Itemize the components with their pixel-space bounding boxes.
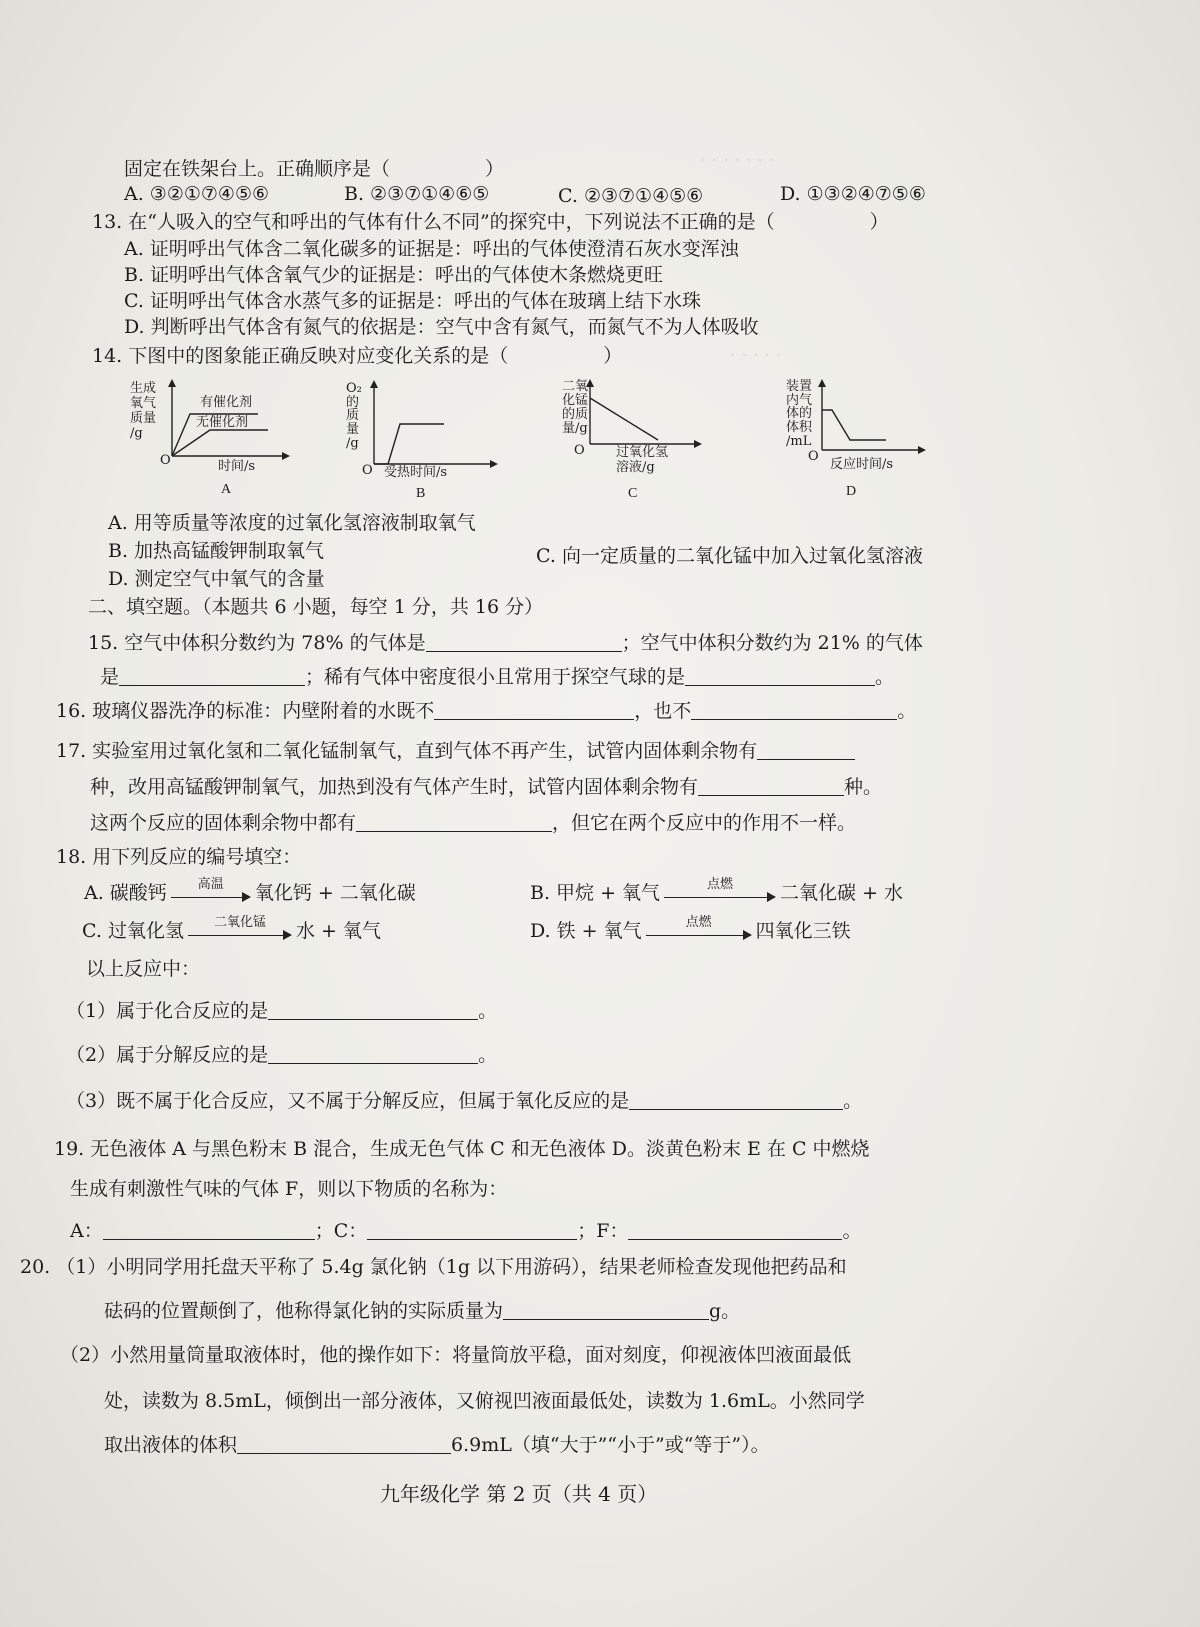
graph-c bbox=[560, 378, 720, 503]
graph-a-line-no-catalyst bbox=[172, 430, 268, 456]
arrow-icon: 二氧化锰 bbox=[188, 921, 292, 943]
q18-reaction-d: D. 铁 + 氧气 点燃 四氧化三铁 bbox=[530, 915, 851, 942]
q17-blank-3[interactable] bbox=[356, 813, 552, 832]
q15-line1: 15. 空气中体积分数约为 78% 的气体是 ；空气中体积分数约为 21% 的气体 bbox=[88, 632, 923, 654]
graph-d bbox=[786, 378, 936, 503]
graph-b-line bbox=[374, 424, 444, 464]
graph-d-y-label: 装置 内气 体的 体积 /mL bbox=[786, 379, 813, 449]
q19-blank-a[interactable] bbox=[103, 1221, 315, 1240]
q18-sub1: （1）属于化合反应的是 。 bbox=[66, 1000, 498, 1022]
q12-option-c: C. ②③⑦①④⑤⑥ bbox=[558, 185, 704, 207]
graph-a bbox=[128, 378, 298, 498]
graph-c-x-label: 过氧化氢 溶液/g bbox=[616, 445, 669, 475]
arrow-icon: 高温 bbox=[171, 883, 251, 905]
q20-line3: （2）小然用量筒量取液体时，他的操作如下：将量筒放平稳，面对刻度，仰视液体凹液面最低 bbox=[60, 1344, 852, 1366]
q15-blank-1[interactable] bbox=[426, 633, 622, 652]
q16-line: 16. 玻璃仪器洗净的标准：内壁附着的水既不 ，也不 。 bbox=[56, 700, 917, 722]
graph-b bbox=[344, 378, 514, 503]
q17-blank-1[interactable] bbox=[757, 741, 855, 760]
q18-sub3: （3）既不属于化合反应，又不属于分解反应，但属于氧化反应的是 。 bbox=[66, 1090, 863, 1112]
q20-line5: 取出液体的体积 6.9mL（填“大于”“小于”或“等于”）。 bbox=[104, 1434, 770, 1456]
q14-option-a: A. 用等质量等浓度的过氧化氢溶液制取氧气 bbox=[108, 512, 476, 534]
graph-a-line1-label: 有催化剂 bbox=[200, 395, 253, 410]
q13-option-c: C. 证明呼出气体含水蒸气多的证据是：呼出的气体在玻璃上结下水珠 bbox=[124, 290, 701, 312]
graph-b-plot bbox=[344, 378, 514, 503]
q15-line2: 是 ；稀有气体中密度很小且常用于探空气球的是 。 bbox=[100, 666, 895, 688]
q14-option-c: C. 向一定质量的二氧化锰中加入过氧化氢溶液 bbox=[536, 545, 923, 567]
q20-line2: 砝码的位置颠倒了，他称得氯化钠的实际质量为 g。 bbox=[104, 1300, 741, 1322]
graph-a-x-label: 时间/s bbox=[218, 459, 256, 474]
q18-sub2: （2）属于分解反应的是 。 bbox=[66, 1044, 498, 1066]
graph-d-plot bbox=[786, 378, 936, 503]
section-2-heading: 二、填空题。（本题共 6 小题，每空 1 分，共 16 分） bbox=[88, 596, 544, 618]
graph-b-y-label: O₂ 的 质 量 /g bbox=[346, 381, 362, 451]
graph-c-plot bbox=[560, 378, 720, 503]
page-footer: 九年级化学 第 2 页（共 4 页） bbox=[380, 1482, 658, 1506]
graph-b-x-label: 受热时间/s bbox=[384, 465, 448, 480]
q18-stem: 18. 用下列反应的编号填空： bbox=[56, 846, 302, 868]
q12-option-a: A. ③②①⑦④⑤⑥ bbox=[124, 183, 270, 205]
q19-line1: 19. 无色液体 A 与黑色粉末 B 混合，生成无色气体 C 和无色液体 D。淡黄色粉末 E 在 C 中燃烧 bbox=[54, 1138, 870, 1160]
q14-option-b: B. 加热高锰酸钾制取氧气 bbox=[108, 540, 325, 562]
arrow-icon: 点燃 bbox=[646, 921, 752, 943]
bleed-through-text: · · · · · bbox=[730, 345, 782, 366]
graph-d-x-label: 反应时间/s bbox=[830, 457, 894, 472]
q20-blank-2[interactable] bbox=[237, 1435, 451, 1454]
graph-c-letter: C bbox=[628, 486, 638, 501]
graph-c-y-label: 二氧 化锰 的质 量/g bbox=[562, 379, 589, 437]
q17-blank-2[interactable] bbox=[698, 777, 844, 796]
q19-blank-c[interactable] bbox=[367, 1221, 577, 1240]
graph-a-letter: A bbox=[221, 482, 232, 497]
q18-reaction-a: A. 碳酸钙 高温 氧化钙 + 二氧化碳 bbox=[84, 877, 416, 904]
graph-a-line2-label: 无催化剂 bbox=[196, 415, 249, 430]
q13-option-b: B. 证明呼出气体含氧气少的证据是：呼出的气体使木条燃烧更旺 bbox=[124, 264, 664, 286]
graph-a-y-label: 生成 氧气 质量 /g bbox=[130, 381, 157, 441]
q18-reaction-c: C. 过氧化氢 二氧化锰 水 + 氧气 bbox=[82, 915, 381, 942]
graph-b-origin: O bbox=[362, 463, 373, 478]
q14-option-d: D. 测定空气中氧气的含量 bbox=[108, 568, 325, 590]
q19-line3: A： ；C： ；F： 。 bbox=[70, 1220, 862, 1242]
q18-intro: 以上反应中： bbox=[86, 958, 201, 980]
q18-blank-2[interactable] bbox=[268, 1045, 478, 1064]
arrow-icon: 点燃 bbox=[664, 883, 776, 905]
graph-d-origin: O bbox=[808, 449, 819, 464]
q18-reaction-b: B. 甲烷 + 氧气 点燃 二氧化碳 + 水 bbox=[530, 877, 904, 904]
q17-line2: 种，改用高锰酸钾制氧气，加热到没有气体产生时，试管内固体剩余物有 种。 bbox=[90, 776, 883, 798]
q17-line3: 这两个反应的固体剩余物中都有 ，但它在两个反应中的作用不一样。 bbox=[90, 812, 857, 834]
q12-option-d: D. ①③②④⑦⑤⑥ bbox=[780, 183, 926, 205]
q17-line1: 17. 实验室用过氧化氢和二氧化锰制氧气，直到气体不再产生，试管内固体剩余物有 bbox=[56, 740, 855, 763]
q16-blank-2[interactable] bbox=[691, 701, 897, 720]
q13-option-d: D. 判断呼出气体含有氮气的依据是：空气中含有氮气，而氮气不为人体吸收 bbox=[124, 316, 759, 338]
graph-d-letter: D bbox=[846, 484, 857, 499]
graph-a-origin: O bbox=[160, 453, 171, 468]
q16-blank-1[interactable] bbox=[434, 701, 634, 720]
q18-blank-1[interactable] bbox=[268, 1001, 478, 1020]
graph-c-line bbox=[590, 398, 658, 440]
q20-line1: 20. （1）小明同学用托盘天平称了 5.4g 氯化钠（1g 以下用游码），结果老师检查发现他把药品和 bbox=[20, 1256, 847, 1278]
q19-line2: 生成有刺激性气味的气体 F，则以下物质的名称为： bbox=[70, 1178, 508, 1200]
q14-stem: 14. 下图中的图象能正确反映对应变化关系的是（ ） bbox=[92, 345, 623, 367]
q18-blank-3[interactable] bbox=[629, 1091, 843, 1110]
graph-c-origin: O bbox=[574, 443, 585, 458]
q15-blank-2[interactable] bbox=[119, 667, 305, 686]
graph-d-line bbox=[822, 410, 886, 440]
q12-option-b: B. ②③⑦①④⑥⑤ bbox=[344, 183, 490, 205]
q20-line4: 处，读数为 8.5mL，倾倒出一部分液体，又俯视凹液面最低处，读数为 1.6mL。小然同学 bbox=[104, 1390, 865, 1412]
q20-blank-1[interactable] bbox=[503, 1301, 709, 1320]
q19-blank-f[interactable] bbox=[628, 1221, 842, 1240]
q13-option-a: A. 证明呼出气体含二氧化碳多的证据是：呼出的气体使澄清石灰水变浑浊 bbox=[124, 238, 739, 260]
q13-stem: 13. 在“人吸入的空气和呼出的气体有什么不同”的探究中，下列说法不正确的是（ ） bbox=[92, 211, 889, 233]
q12-line: 固定在铁架台上。正确顺序是（ ） bbox=[124, 158, 505, 180]
bleed-through-text: · · · · · · · bbox=[700, 150, 775, 171]
graph-b-letter: B bbox=[416, 486, 426, 501]
q15-blank-3[interactable] bbox=[685, 667, 875, 686]
